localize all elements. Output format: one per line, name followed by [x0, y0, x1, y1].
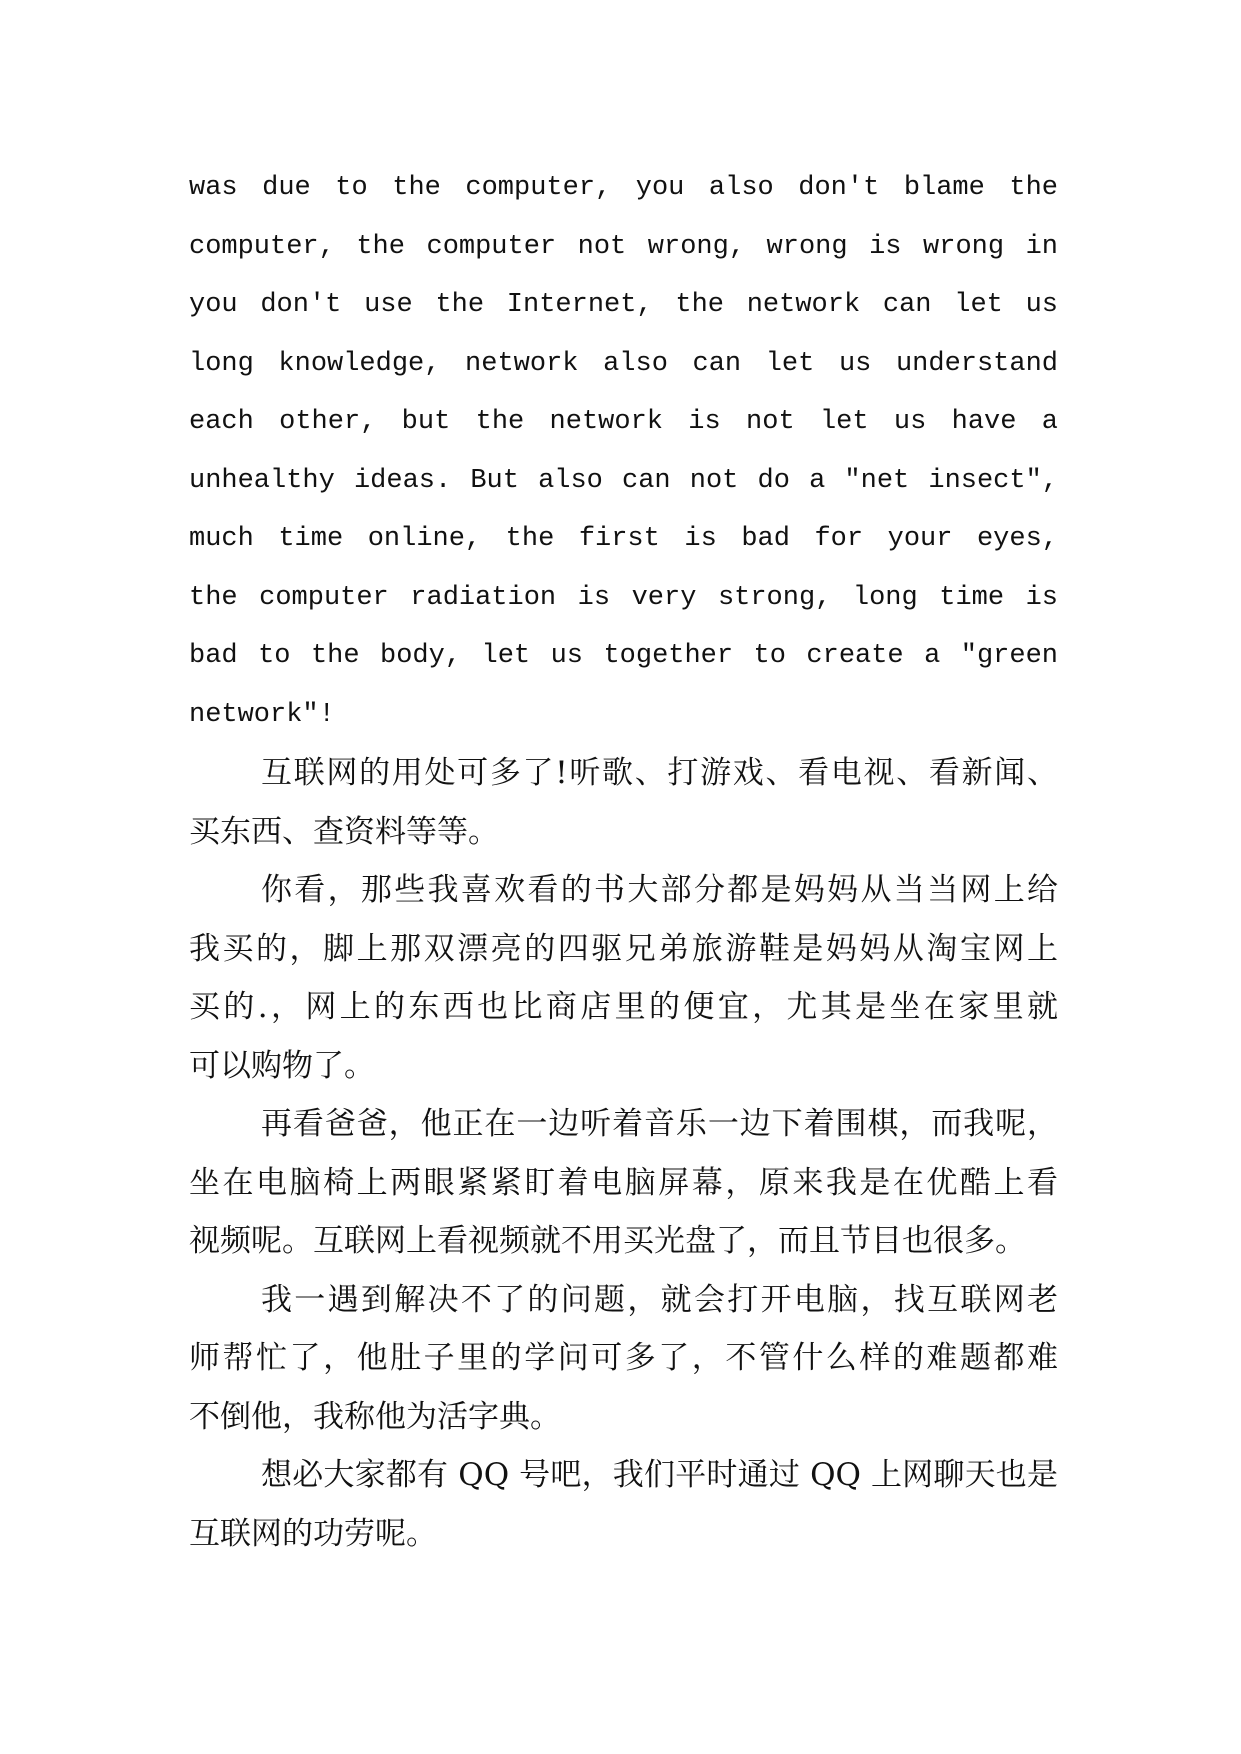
text-line: 不倒他，我称他为活字典。 — [189, 1398, 561, 1435]
text-line: 你看，那些我喜欢看的书大部分都是妈妈从当当网上给 — [261, 872, 1058, 908]
text-line: was due to the computer, you also don't blame the — [189, 173, 1058, 203]
text-line: each other, but the network is not let us have a — [189, 407, 1058, 437]
text-line: bad to the body, let us together to create a "green — [189, 641, 1058, 671]
english-paragraph — [189, 159, 1058, 744]
text-line: long knowledge, network also can let us understand — [189, 348, 1058, 379]
chinese-paragraph-video — [189, 1095, 1058, 1271]
text-line: the computer radiation is very strong, long time is — [189, 582, 1058, 613]
text-line: 买东西、查资料等等。 — [189, 813, 499, 850]
text-line: 再看爸爸，他正在一边听着音乐一边下着围棋，而我呢， — [261, 1106, 1058, 1142]
text-line: 视频呢。互联网上看视频就不用买光盘了，而且节目也很多。 — [189, 1223, 1026, 1259]
text-line: 师帮忙了，他肚子里的学问可多了，不管什么样的难题都难 — [189, 1340, 1058, 1376]
text-line: computer, the computer not wrong, wrong is wrong in — [189, 231, 1058, 262]
chinese-paragraph-qq — [189, 1446, 1058, 1563]
text-line: network"! — [189, 699, 335, 730]
text-line: 互联网的功劳呢。 — [189, 1515, 437, 1552]
text-line: unhealthy ideas. But also can not do a "net insect", — [189, 465, 1058, 496]
document-body — [189, 159, 1058, 1563]
text-line: 可以购物了。 — [189, 1047, 375, 1084]
chinese-paragraph-shopping — [189, 861, 1058, 1095]
chinese-paragraph-uses — [189, 744, 1058, 861]
text-line: 我一遇到解决不了的问题，就会打开电脑，找互联网老 — [261, 1281, 1058, 1318]
text-line: 想必大家都有 QQ 号吧，我们平时通过 QQ 上网聊天也是 — [261, 1457, 1058, 1493]
chinese-paragraph-dictionary — [189, 1271, 1058, 1447]
text-line: 买的.，网上的东西也比商店里的便宜，尤其是坐在家里就 — [189, 989, 1058, 1025]
text-line: much time online, the first is bad for your eyes, — [189, 524, 1058, 554]
text-line: you don't use the Internet, the network can let us — [189, 290, 1058, 320]
text-line: 坐在电脑椅上两眼紧紧盯着电脑屏幕，原来我是在优酷上看 — [189, 1164, 1058, 1201]
text-line: 互联网的用处可多了!听歌、打游戏、看电视、看新闻、 — [261, 755, 1058, 791]
text-line: 我买的，脚上那双漂亮的四驱兄弟旅游鞋是妈妈从淘宝网上 — [189, 930, 1058, 967]
